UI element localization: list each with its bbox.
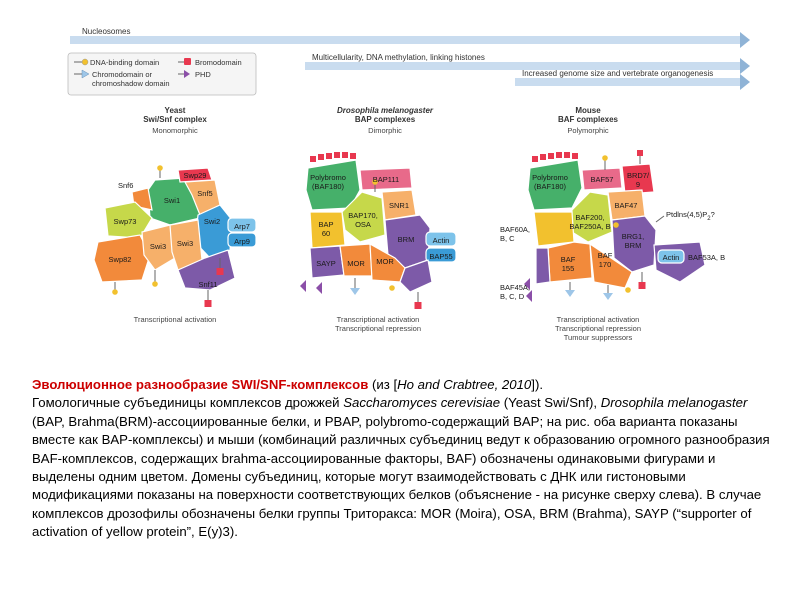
label-sayp: SAYP [316,259,336,268]
mouse-title-2: BAF complexes [557,115,619,124]
caption-text-2: (Yeast Swi/Snf), [500,395,601,411]
figure-caption [32,376,772,542]
label-baf170-2: 170 [598,260,612,269]
label-actin: Actin [432,236,450,245]
arrow-head-icon [740,58,750,74]
label-bap60-2: 60 [321,229,331,238]
label-brd9: 9 [635,180,641,189]
bromodomain-icon [310,156,316,162]
bromodomain-icon [540,154,546,160]
label-baf47: BAF47 [614,201,638,210]
bromodomain-icon [350,153,356,159]
bromodomain-icon [334,152,340,158]
baf45-subunit [536,248,550,284]
mouse-morph: Polymorphic [567,126,609,135]
label-arp7: Arp7 [234,222,250,231]
fly-morph: Dimorphic [368,126,402,135]
caption-text-1: Гомологичные субъединицы комплексов дрожжей [32,395,344,411]
fly-function-2: Transcriptional repression [334,324,422,333]
yeast-title: Yeast [164,106,186,115]
bromodomain-icon [342,152,348,158]
label-brg1: BRG1, [621,232,645,241]
caption-title: Эволюционное разнообразие SWI/SNF-комплексов [32,377,369,392]
swi-snf-figure [60,20,760,360]
label-bap60: BAP [318,220,334,229]
label-snf6: Snf6 [118,181,134,190]
label-swp73: Swp73 [113,217,137,226]
baf60-subunit [534,212,574,246]
bromodomain-icon [318,154,324,160]
legend-label-bromodomain: Bromodomain [195,58,242,67]
label-brd7: BRD7/ [626,171,650,180]
label-swp82: Swp82 [108,255,132,264]
label-bap111: BAP111 [372,175,400,184]
chromodomain-icon [565,290,575,297]
dna-binding-icon [625,287,631,293]
caption-ref: Ho and Crabtree, 2010 [397,377,532,392]
bromodomain-icon [556,152,562,158]
bromodomain-icon [326,153,332,159]
dna-binding-icon [613,222,619,228]
label-baf53: BAF53A, B [688,253,726,262]
label-baf250: BAF250A, B [569,222,611,231]
label-polybromo-2: (BAF180) [533,182,567,191]
label-baf45: BAF45A, [500,283,531,292]
arrow-label-nucleosomes: Nucleosomes [82,27,131,36]
phd-icon [300,280,306,292]
caption-text-3: (BAP, Brahma(BRM)-ассоциированные белки, и PBAP, polybromo-содержащий BAP; на рис. оба варианта показаны вместе как BAP-комплексы) и мыши (комбинаций различных субъединиц ведут к образованию огромного разнообразия BAF-комплексов, содержащих brahma-ассоциированные факторы, BAF) обозначены одинаковыми фигурами и выделены одним цветом. Домены субъединиц, которые могут взаимодействовать с ДНК или гистоновыми модификациями показаны на поверхности соответствующих белков (объяснение - на рисунке сверху слева). В случае комплексов дрозофилы обозначены белки группы Триторакса: MOR (Moira), OSA, BRM (Brahma), SAYP (“supporter of activation of yellow protein”, E(y)3). [32,413,770,540]
fly-title-2: BAP complexes [354,115,416,124]
label-baf60-2: B, C [500,234,515,243]
caption-ref-open: (из [ [368,377,398,392]
label-baf57: BAF57 [590,175,614,184]
label-brm: BRM [624,241,642,250]
arrow-label-vertebrate: Increased genome size and vertebrate organogenesis [522,69,714,78]
dna-binding-icon [602,155,608,161]
label-swi2: Swi2 [203,217,221,226]
bromodomain-icon [548,153,554,159]
dna-binding-icon [152,281,158,287]
label-mor-a: MOR [347,259,365,268]
bromodomain-icon [564,152,570,158]
label-baf45-2: B, C, D [500,292,525,301]
complex-headers [143,106,618,135]
bromodomain-icon [217,268,224,275]
label-baf170: BAF [597,251,613,260]
label-snf11: Snf11 [198,280,218,289]
bromodomain-icon [637,150,643,156]
label-baf60: BAF60A, [500,225,531,234]
fly-title: Drosophila melanogaster [336,106,434,115]
arrow-head-icon [740,32,750,48]
mouse-function-1: Transcriptional activation [556,315,640,324]
mouse-title: Mouse [575,106,601,115]
label-swi3-a: Swi3 [149,242,167,251]
chromodomain-icon [350,288,360,295]
legend-label-chromodomain: Chromodomain or [92,70,153,79]
caption-species-yeast: Saccharomyces cerevisiae [343,395,501,411]
legend-label-chromodomain-2: chromoshadow domain [92,79,170,88]
dna-binding-icon [157,165,163,171]
yeast-morph: Monomorphic [152,126,198,135]
fly-function-1: Transcriptional activation [336,315,420,324]
label-snr1: SNR1 [388,201,410,210]
arrow-label-multicellularity: Multicellularity, DNA methylation, linking histones [312,53,485,62]
yeast-title-2: Swi/Snf complex [143,115,207,124]
arrow-head-icon [740,74,750,90]
bromodomain-icon [415,302,422,309]
bromodomain-icon [532,156,538,162]
yeast-complex [94,165,256,324]
mouse-function-2: Transcriptional repression [554,324,642,333]
label-bap55: BAP55 [429,252,453,261]
legend [68,53,256,95]
caption-ref-close: ]). [531,377,544,392]
yeast-function: Transcriptional activation [133,315,217,324]
label-swi3-b: Swi3 [176,239,194,248]
label-mor-b: MOR [376,257,394,266]
legend-label-dna-binding: DNA-binding domain [90,58,160,67]
dna-binding-icon [112,289,118,295]
arrow-vertebrate [515,78,740,86]
label-polybromo-2: (BAF180) [311,182,345,191]
bromodomain-icon [639,282,646,289]
mouse-function-3: Tumour suppressors [563,333,633,342]
label-baf155-2: 155 [561,264,575,273]
label-brm: BRM [397,235,415,244]
label-osa: OSA [355,220,371,229]
label-snf5: Snf5 [197,189,213,198]
label-baf200: BAF200, [575,213,605,222]
bromodomain-icon [572,153,578,159]
fly-complex [300,152,456,333]
mouse-complex [500,150,725,342]
label-mouse-actin: Actin [662,253,680,262]
label-bap170: BAP170, [348,211,378,220]
arrow-nucleosomes [70,36,740,44]
caption-species-fly: Drosophila melanogaster [600,395,748,411]
label-swi1: Swi1 [163,196,181,205]
label-ptdins: $Ptdlns(4,5)P_2$? [666,210,715,222]
phd-icon [316,282,322,294]
dna-binding-icon [389,285,395,291]
chromodomain-icon [603,293,613,300]
legend-label-phd: PHD [195,70,211,79]
figure-svg [60,20,760,360]
label-swp29: Swp29 [183,171,207,180]
label-arp9: Arp9 [234,237,250,246]
label-polybromo: Polybromo [310,173,346,182]
label-polybromo: Polybromo [532,173,568,182]
bromodomain-icon [205,300,212,307]
label-baf155: BAF [560,255,576,264]
